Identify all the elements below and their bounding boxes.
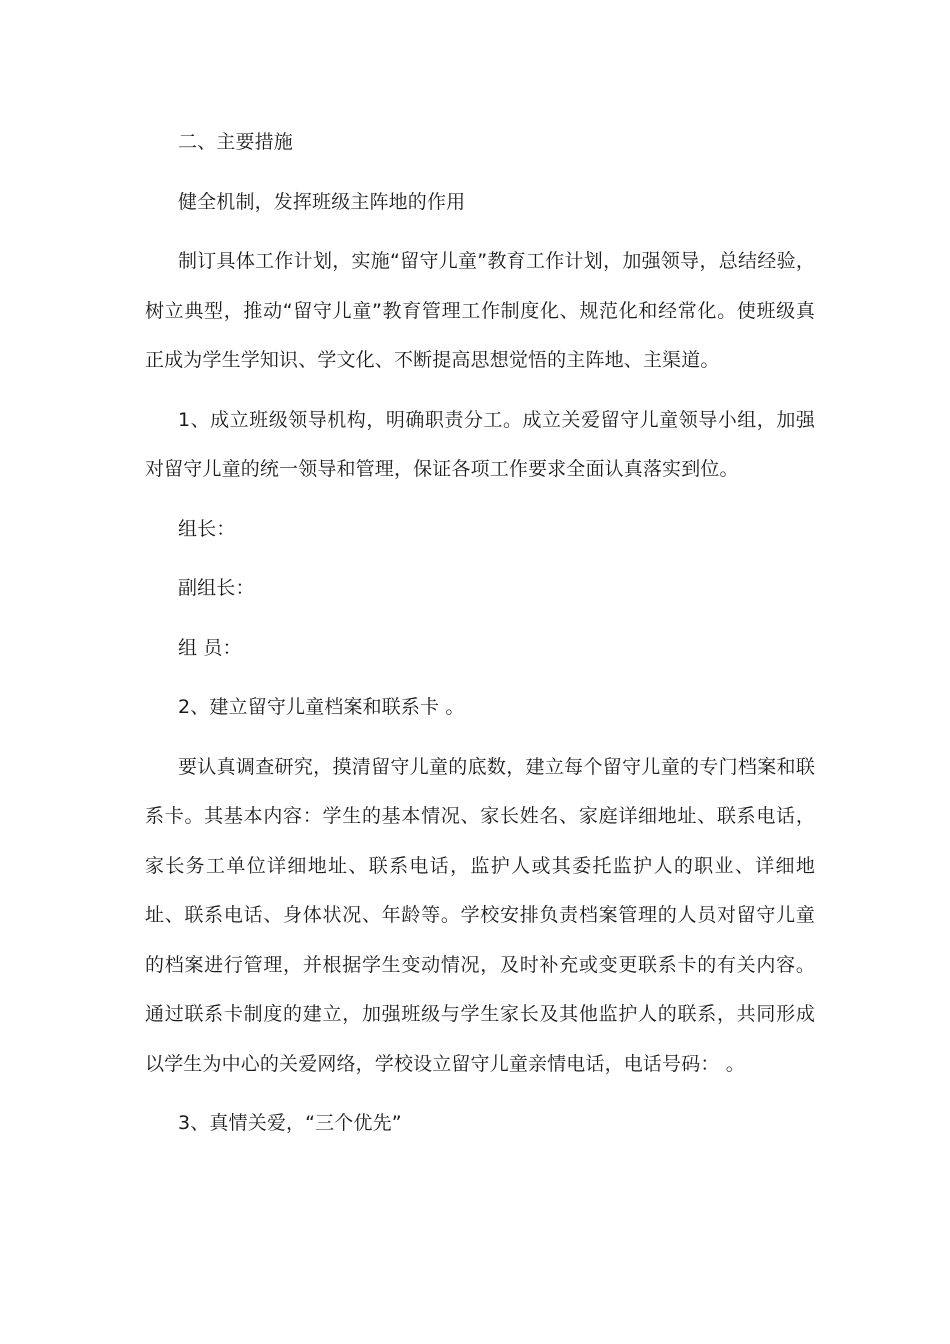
paragraph-leadership: 1、成立班级领导机构，明确职责分工。成立关爱留守儿童领导小组，加强对留守儿童的统一领导和管理，保证各项工作要求全面认真落实到位。 (145, 408, 815, 480)
care-heading: 3、真情关爱，“三个优先” (178, 1112, 402, 1134)
archive-heading: 2、建立留守儿童档案和联系卡 。 (178, 696, 465, 718)
paragraph-work-plan: 制订具体工作计划，实施“留守儿童”教育工作计划，加强领导，总结经验，树立典型，推动“留守儿童”教育管理工作制度化、规范化和经常化。使班级真正成为学生学知识、学文化、不断提高思想觉悟的主阵地、主渠道。 (145, 250, 815, 371)
subsection-heading: 健全机制，发挥班级主阵地的作用 (178, 190, 466, 213)
paragraph-archive-details: 要认真调查研究，摸清留守儿童的底数，建立每个留守儿童的专门档案和联系卡。其基本内容：学生的基本情况、家长姓名、家庭详细地址、联系电话，家长务工单位详细地址、联系电话，监护人或其委托监护人的职业、详细地址、联系电话、身体状况、年龄等。学校安排负责档案管理的人员对留守儿童的档案进行管理，并根据学生变动情况，及时补充或变更联系卡的有关内容。通过联系卡制度的建立，加强班级与学生家长及其他监护人的联系，共同形成以学生为中心的关爱网络，学校设立留守儿童亲情电话，电话号码： 。 (145, 755, 815, 1075)
team-leader-line: 组长： (178, 517, 236, 540)
document-body (145, 118, 815, 1159)
section-heading: 二、主要措施 (178, 131, 293, 153)
deputy-leader-line: 副组长： (178, 577, 255, 599)
team-member-line: 组 员： (178, 636, 242, 659)
